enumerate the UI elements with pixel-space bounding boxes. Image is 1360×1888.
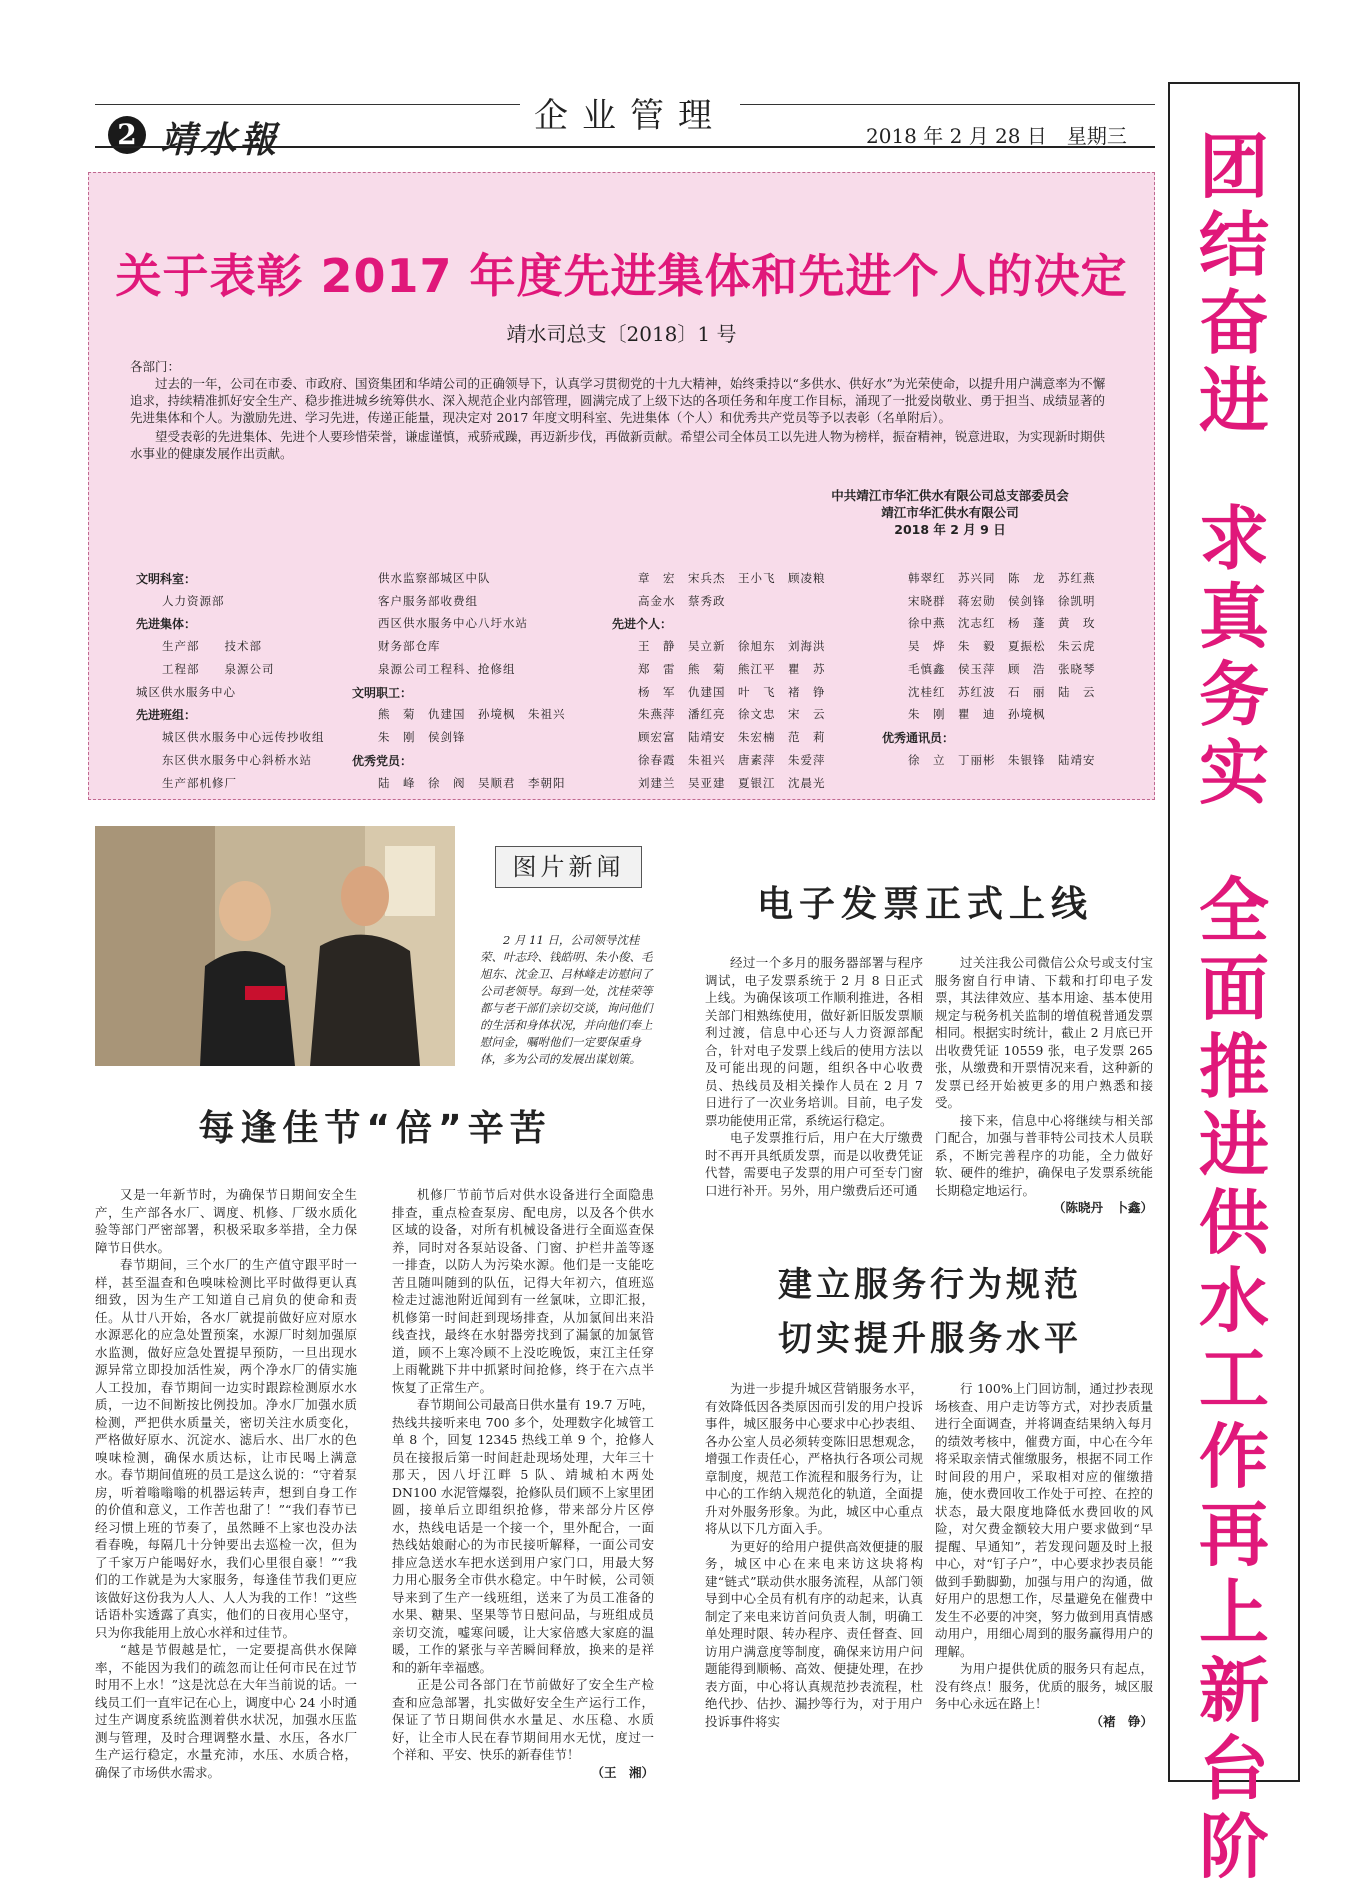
einvoice-column-1: [705, 954, 923, 1199]
list-item: 宋晓群 蒋宏勋 侯剑锋 徐凯明: [908, 594, 1096, 608]
label-civilized-dept: 文明科室：: [136, 572, 197, 586]
article-author: （陈晓丹 卜鑫）: [1052, 1200, 1153, 1215]
festival-headline: 每逢佳节“倍”辛苦: [198, 1108, 552, 1149]
list-item: 沈桂红 苏红波 石 丽 陆 云: [908, 685, 1096, 699]
list-item: 客户服务部收费组: [378, 594, 478, 608]
article-paragraph: “越是节假越是忙，一定要提高供水保障率，不能因为我们的疏忽而让任何市民在过节时用不上水！”这是沈总在大年当前说的话。一线员工们一直牢记在心上，调度中心 24 小时通过生产调度系统监测着供水状况，加强水压监测与管理，及时合理调整水量、水压，各水厂生产运行稳定，水量充沛，水压、水质合格，确保了市场供水需求。: [95, 1642, 357, 1780]
masthead-logo: 靖水報: [160, 119, 281, 161]
header-rule-bottom: [95, 146, 1155, 148]
label-excellent-party-member: 优秀党员：: [352, 754, 413, 768]
decision-paragraph-1: 过去的一年，公司在市委、市政府、国资集团和华靖公司的正确领导下，认真学习贯彻党的十九大精神，始终秉持以“多供水、供好水”为光荣使命，以提升用户满意率为不懈追求，持续精准抓好安全生产、稳步推进城乡统筹供水、深入规范企业内部管理，圆满完成了上级下达的各项任务和年度工作目标，涌现了一批爱岗敬业、勇于担当、成绩显著的先进集体和个人。为激励先进、学习先进，传递正能量，现决定对 2017 年度文明科室、先进集体（个人）和优秀共产党员等予以表彰（名单附后）。: [130, 376, 1106, 425]
service-column-2: [935, 1380, 1153, 1730]
article-paragraph: 过关注我公司微信公众号或支付宝服务窗自行申请、下载和打印电子发票，其法律效应、基本用途、基本使用规定与税务机关监制的增值税普通发票相同。根据实时统计，截止 2 月底已开出收费凭证 10559 张，电子发票 265 张，从缴费和开票情况来看，这种新的发票已经开始被更多的用户熟悉和接受。: [935, 955, 1153, 1110]
article-paragraph: 机修厂节前节后对供水设备进行全面隐患排查，重点检查泵房、配电房，以及各个供水区域的设备，对所有机械设备进行全面巡查保养，同时对各泵站设备、门窗、护栏井盖等逐一排查，以防人为污染水源。他们是一支能吃苦且随叫随到的队伍，记得大年初六，值班巡检走过滤池附近闻到有一丝氯味，立即汇报，机修第一时间赶到现场排查，从加氯间出来沿线查找，最终在水射器旁找到了漏氯的加氯管道，顾不上寒冷顾不上没吃晚饭，束江主任穿上雨靴跳下井中抓紧时间抢修，终于在六点半恢复了正常生产。: [392, 1187, 654, 1395]
list-item: 生产部机修厂: [162, 776, 237, 790]
list-item: 熊 菊 仇建国 孙境枫 朱祖兴: [378, 707, 566, 721]
list-item: 韩翠红 苏兴同 陈 龙 苏红燕: [908, 571, 1096, 585]
list-item: 西区供水服务中心八圩水站: [378, 616, 528, 630]
section-title: 企业管理: [520, 88, 740, 137]
list-item: 工程部 泉源公司: [162, 662, 275, 676]
signature-company: 靖江市华汇供水有限公司: [881, 505, 1019, 520]
article-paragraph: 电子发票推行后，用户在大厅缴费时不再开具纸质发票，而是以收费凭证代替，需要电子发票的用户可至专门窗口进行补开。另外，用户缴费后还可通: [705, 1130, 923, 1198]
service-headline: [700, 1258, 1160, 1366]
list-item: 徐春霞 朱祖兴 唐素萍 朱爱萍: [638, 753, 826, 767]
festival-column-2: [392, 1186, 654, 1781]
list-item: 生产部 技术部: [162, 639, 262, 653]
list-item: 朱 刚 瞿 迪 孙境枫: [908, 707, 1046, 721]
decision-salutation: 各部门：: [130, 359, 181, 374]
list-item: 顾宏富 陆靖安 朱宏楠 范 莉: [638, 730, 826, 744]
list-item: 杨 军 仇建国 叶 飞 褚 铮: [638, 685, 826, 699]
signature-date: 2018 年 2 月 9 日: [894, 522, 1006, 537]
decision-title: 关于表彰 2017 年度先进集体和先进个人的决定: [115, 249, 1128, 303]
list-item: 毛慎鑫 侯玉萍 顾 浩 张晓琴: [908, 662, 1096, 676]
slogan-line-3: 全面推进供水工作再上新台阶: [1199, 870, 1269, 1888]
article-author: （王 湘）: [591, 1764, 654, 1780]
service-column-1: [705, 1380, 923, 1730]
article-paragraph: 接下来，信息中心将继续与相关部门配合，加强与普菲特公司技术人员联系，不断完善程序的功能，全力做好软、硬件的维护，确保电子发票系统能长期稳定地运行。: [935, 1112, 1153, 1198]
decision-paragraph-2: 望受表彰的先进集体、先进个人要珍惜荣誉，谦虚谨慎，戒骄戒躁，再迈新步伐，再做新贡献。希望公司全体员工以先进人物为榜样，振奋精神，锐意进取，为实现新时期供水事业的健康发展作出贡献。: [130, 429, 1106, 461]
article-paragraph: 经过一个多月的服务器部署与程序调试，电子发票系统于 2 月 8 日正式上线。为确保该项工作顺利推进，各相关部门相熟练使用，做好新旧版发票顺利过渡，信息中心还与人力资源部配合，针对电子发票上线后的使用方法以及可能出现的问题，组织各中心收费员、热线员及相关操作人员在 2 月 7 日进行了一次业务培训。目前，电子发票功能使用正常，系统运行稳定。: [705, 955, 923, 1128]
article-paragraph: 春节期间，三个水厂的生产值守跟平时一样，甚至温查和色嗅味检测比平时做得更认真细致，因为生产工知道自己肩负的使命和责任。从廿八开始，各水厂就提前做好应对原水水源恶化的应急处置预案，水源厂时刻加强原水监测，做好应急处置提早预防，一旦出现水源异常立即投加活性炭，两个净水厂的倩实施人工投加，春节期间一边实时跟踪检测原水水质，一边不间断按比例投加。净水厂加强水质检测，严把供水质量关，密切关注水质变化，严格做好原水、沉淀水、滤后水、出厂水的色嗅味检测，确保水质达标，让市民喝上满意水。春节期间值班的员工是这么说的：“守着泵房，听着嗡嗡嗡的机器运转声，想到自身工作的价值和意义，工作苦也甜了！”“我们春节已经习惯上班的节奏了，虽然睡不上家也没办法看春晚，每隔几十分钟要出去巡检一次，但为了千家万户能喝好水，我们心里很自豪！”“我们的工作就是为大家服务，每逢佳节我们更应该做好这份我为人人、人人为我的工作！”这些话语朴实透露了真实，他们的日夜用心坚守，只为你我能用上放心水祥和过佳节。: [95, 1257, 357, 1640]
article-paragraph: 为进一步提升城区营销服务水平，有效降低因各类原因而引发的用户投诉事件，城区服务中心要求中心抄表组、各办公室人员必须转变陈旧思想观念，增强工作责任心，严格执行各项公司规章制度，规范工作流程和服务行为，让中心的工作纳入规范化的轨道，全面提升对外服务形象。为此，城区中心重点将从以下几方面入手。: [705, 1381, 923, 1536]
signature-party-committee: 中共靖江市华汇供水有限公司总支部委员会: [831, 488, 1069, 503]
article-paragraph: 又是一年新节时，为确保节日期间安全生产，生产部各水厂、调度、机修、厂级水质化验等部门严密部署，积极采取多举措，全力保障节日供水。: [95, 1187, 357, 1255]
article-author: （褚 铮）: [1090, 1713, 1153, 1729]
article-paragraph: 为更好的给用户提供高效便捷的服务，城区中心在来电来访这块将构建“链式”联动供水服务流程，从部门领导到中心全员有机有序的动起来，认真制定了来电来访首问负责人制，明确工单处理时限、转办程序、责任督查、回访用户满意度等制度，确保来访用户问题能得到顺畅、高效、便捷处理，在抄表方面，中心将认真规范抄表流程，杜绝代抄、估抄、漏抄等行为，对于用户投诉事件将实: [705, 1538, 923, 1729]
list-item: 高金水 蔡秀政: [638, 594, 726, 608]
list-item: 财务部仓库: [378, 639, 441, 653]
label-advanced-team: 先进班组：: [136, 708, 197, 722]
list-item: 徐 立 丁丽彬 朱银锋 陆靖安: [908, 753, 1096, 767]
photo-news-tag: 图片新闻: [495, 846, 642, 888]
article-paragraph: 春节期间公司最高日供水量有 19.7 万吨，热线共接听来电 700 多个，处理数字化城管工单 8 个，回复 12345 热线工单 9 个，抢修人员在接报后第一时间赶赴现场处理，大年三十那天，因八圩江畔 5 队、靖城柏木两处 DN100 水泥管爆裂，抢修队员们顾不上家里团圆，接单后立即组织抢修，带来部分片区停水，热线电话是一个接一个，里外配合，一面热线姑娘耐心的为市民接听解释，一面公司安排应急送水车把水送到用户家门口，用最大努力用心服务全市供水稳定。中午时候，公司领导来到了生产一线班组，送来了为员工准备的水果、糖果、坚果等节日慰问品，与班组成员亲切交流，嘘寒问暖，让大家倍感大家庭的温暖，工作的紧张与辛苦瞬间释放，换来的是祥和的新年幸福感。: [392, 1397, 654, 1675]
einvoice-column-2: [935, 954, 1153, 1217]
label-advanced-collective: 先进集体：: [136, 617, 197, 631]
list-item: 泉源公司工程科、抢修组: [378, 662, 516, 676]
list-item: 东区供水服务中心斜桥水站: [162, 753, 312, 767]
label-excellent-correspondent: 优秀通讯员：: [882, 731, 955, 745]
slogan-line-1: 团结奋进: [1199, 126, 1269, 442]
publication-date: 2018 年 2 月 28 日 星期三: [866, 124, 1127, 148]
list-item: 朱 刚 侯剑锋: [378, 730, 466, 744]
list-item: 城区供水服务中心: [136, 685, 236, 699]
list-item: 供水监察部城区中队: [378, 571, 491, 585]
list-item: 郑 雷 熊 菊 熊江平 瞿 苏: [638, 662, 826, 676]
list-item: 陆 峰 徐 阀 吴顺君 李朝阳: [378, 776, 566, 790]
article-paragraph: 为用户提供优质的服务只有起点，没有终点！服务，优质的服务，城区服务中心永远在路上！: [935, 1661, 1153, 1711]
list-item: 朱燕萍 潘红亮 徐文忠 宋 云: [638, 707, 826, 721]
list-item: 城区供水服务中心远传抄收组: [162, 730, 325, 744]
list-item: 章 宏 宋兵杰 王小飞 顾凌粮: [638, 571, 826, 585]
list-item: 王 静 吴立新 徐旭东 刘海洪: [638, 639, 826, 653]
news-photo: [95, 826, 455, 1066]
service-headline-line-1: 建立服务行为规范: [778, 1265, 1082, 1305]
list-item: 吴 烨 朱 毅 夏振松 朱云虎: [908, 639, 1096, 653]
list-item: 徐中燕 沈志红 杨 蓬 黄 玫: [908, 616, 1096, 630]
einvoice-headline: 电子发票正式上线: [756, 884, 1093, 925]
service-headline-line-2: 切实提升服务水平: [778, 1319, 1082, 1359]
document-number: 靖水司总支〔2018〕1 号: [506, 322, 737, 346]
list-item: 人力资源部: [162, 594, 225, 608]
festival-column-1: [95, 1186, 357, 1781]
page-number-badge: 2: [108, 116, 146, 154]
article-paragraph: 正是公司各部门在节前做好了安全生产检查和应急部署，扎实做好安全生产运行工作，保证了节日期间供水水量足、水压稳、水质好，让全市人民在春节期间用水无忧，度过一个祥和、平安、快乐的新春佳节！: [392, 1677, 654, 1762]
label-civilized-staff: 文明职工：: [352, 686, 413, 700]
label-advanced-individual: 先进个人：: [612, 617, 673, 631]
list-item: 刘建兰 吴亚建 夏银江 沈晨光: [638, 776, 826, 790]
article-paragraph: 行 100%上门回访制，通过抄表现场核查、用户走访等方式，对抄表质量进行全面调查，并将调查结果纳入每月的绩效考核中，催费方面，中心在今年将采取亲情式催缴服务，根据不同工作时间段的用户，采取相对应的催缴措施，使水费回收工作处于可控、在控的状态，最大限度地降低水费回收的风险，对欠费金额较大用户要求做到“早提醒、早通知”，若发现问题及时上报中心，对“钉子户”，中心要求抄表员能做到手勤脚勤，加强与用户的沟通，做好用户的思想工作，尽量避免在催费中发生不必要的冲突，努力做到用真情感动用户，用细心周到的服务赢得用户的理解。: [935, 1381, 1153, 1659]
photo-caption: 2 月 11 日，公司领导沈桂荣、叶志玲、钱皓明、朱小俊、毛旭东、沈金卫、吕林峰走访慰问了公司老领导。每到一处，沈桂荣等都与老干部们亲切交谈，询问他们的生活和身体状况，并向他们奉上慰问金，嘱咐他们一定要保重身体，多为公司的发展出谋划策。: [480, 933, 653, 1066]
slogan-line-2: 求真务实: [1199, 498, 1269, 814]
slogan: [1168, 128, 1300, 1886]
